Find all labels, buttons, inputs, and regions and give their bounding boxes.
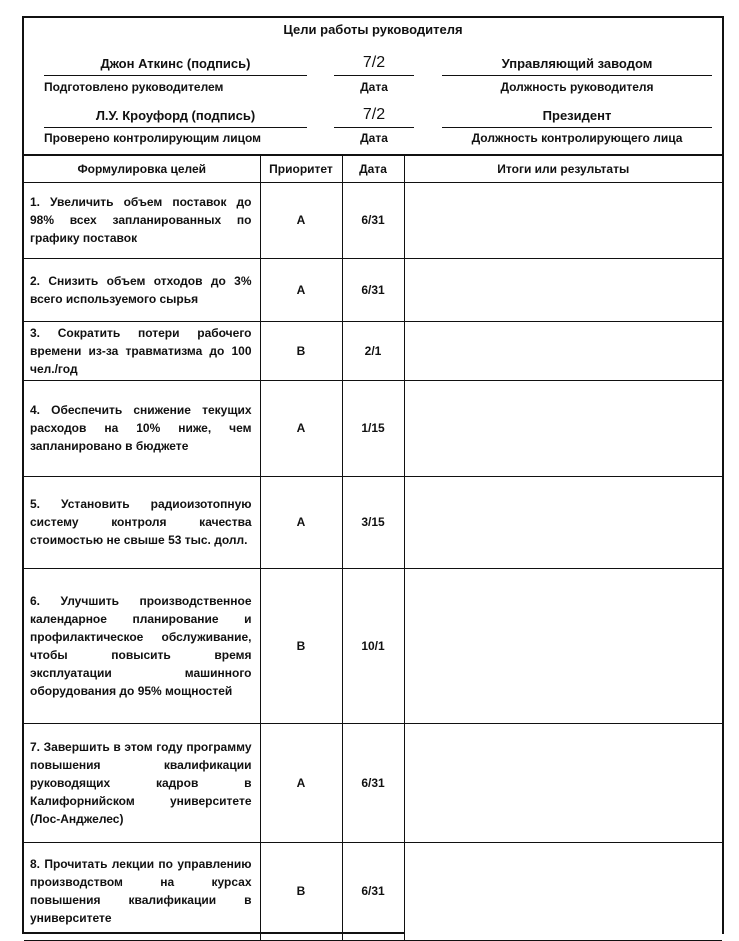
priority-cell: А (260, 476, 342, 568)
result-cell[interactable] (404, 723, 722, 842)
table-row (24, 321, 722, 380)
prepared-date-line (334, 75, 414, 76)
prepared-label: Подготовлено руководителем (44, 80, 224, 94)
prepared-position: Управляющий заводом (501, 56, 653, 71)
priority-cell: В (260, 568, 342, 723)
goals-table (24, 154, 722, 941)
result-cell[interactable] (404, 380, 722, 476)
result-cell[interactable] (404, 182, 722, 258)
date-cell: 6/31 (342, 723, 404, 842)
prepared-position-line (442, 75, 712, 76)
priority-cell: А (260, 723, 342, 842)
goal-cell: 2. Снизить объем отходов до 3% всего используемого сырья (24, 258, 260, 321)
goal-cell: 5. Установить радиоизотопную систему контроля качества стоимостью не свыше 53 тыс. долл. (24, 476, 260, 568)
date-cell: 6/31 (342, 182, 404, 258)
goal-cell: 8. Прочитать лекции по управлению производством на курсах повышения квалификации в университете (24, 842, 260, 940)
result-cell[interactable] (404, 321, 722, 380)
result-cell[interactable] (404, 476, 722, 568)
prepared-signature-line (44, 75, 307, 76)
date-cell: 6/31 (342, 258, 404, 321)
table-row (24, 476, 722, 568)
priority-cell: В (260, 321, 342, 380)
checked-position-label: Должность контролирующего лица (471, 131, 683, 145)
checked-date-line (334, 127, 414, 128)
goal-cell: 3. Сократить потери рабочего времени из-за травматизма до 100 чел./год (24, 321, 260, 380)
goal-cell: 6. Улучшить производственное календарное планирование и профилактическое обслуживание, чтобы повысить время эксплуатации машинного оборудования до 95% мощностей (24, 568, 260, 723)
result-cell[interactable] (404, 568, 722, 723)
checked-signature: Л.У. Кроуфорд (подпись) (95, 108, 256, 123)
date-cell: 2/1 (342, 321, 404, 380)
form-title: Цели работы руководителя (283, 22, 463, 37)
header-goal: Формулировка целей (24, 155, 260, 182)
checked-signature-line (44, 127, 307, 128)
priority-cell: А (260, 380, 342, 476)
prepared-signature: Джон Аткинс (подпись) (100, 56, 251, 71)
checked-position: Президент (542, 108, 612, 123)
prepared-date: 7/2 (362, 54, 386, 71)
priority-cell: А (260, 182, 342, 258)
goal-cell: 4. Обеспечить снижение текущих расходов на 10% ниже, чем запланировано в бюджете (24, 380, 260, 476)
checked-label: Проверено контролирующим лицом (44, 131, 261, 145)
checked-date: 7/2 (362, 106, 386, 123)
manager-goals-form (22, 16, 724, 934)
table-row (24, 258, 722, 321)
header-priority: Приоритет (260, 155, 342, 182)
header-date: Дата (342, 155, 404, 182)
priority-cell: В (260, 842, 342, 940)
date-cell: 3/15 (342, 476, 404, 568)
table-row (24, 380, 722, 476)
result-cell[interactable] (404, 258, 722, 321)
table-row (24, 723, 722, 842)
priority-cell: А (260, 258, 342, 321)
prepared-date-label: Дата (360, 80, 388, 94)
checked-date-label: Дата (360, 131, 388, 145)
header-results: Итоги или результаты (404, 155, 722, 182)
goal-cell: 1. Увеличить объем поставок до 98% всех запланированных по графику поставок (24, 182, 260, 258)
result-cell[interactable] (404, 842, 722, 940)
table-row (24, 842, 722, 940)
prepared-position-label: Должность руководителя (500, 80, 654, 94)
checked-position-line (442, 127, 712, 128)
date-cell: 6/31 (342, 842, 404, 940)
table-header-row (24, 155, 722, 182)
date-cell: 1/15 (342, 380, 404, 476)
table-row (24, 182, 722, 258)
table-row (24, 568, 722, 723)
date-cell: 10/1 (342, 568, 404, 723)
goal-cell: 7. Завершить в этом году программу повышения квалификации руководящих кадров в Калифорнийском университете (Лос-Анджелес) (24, 723, 260, 842)
